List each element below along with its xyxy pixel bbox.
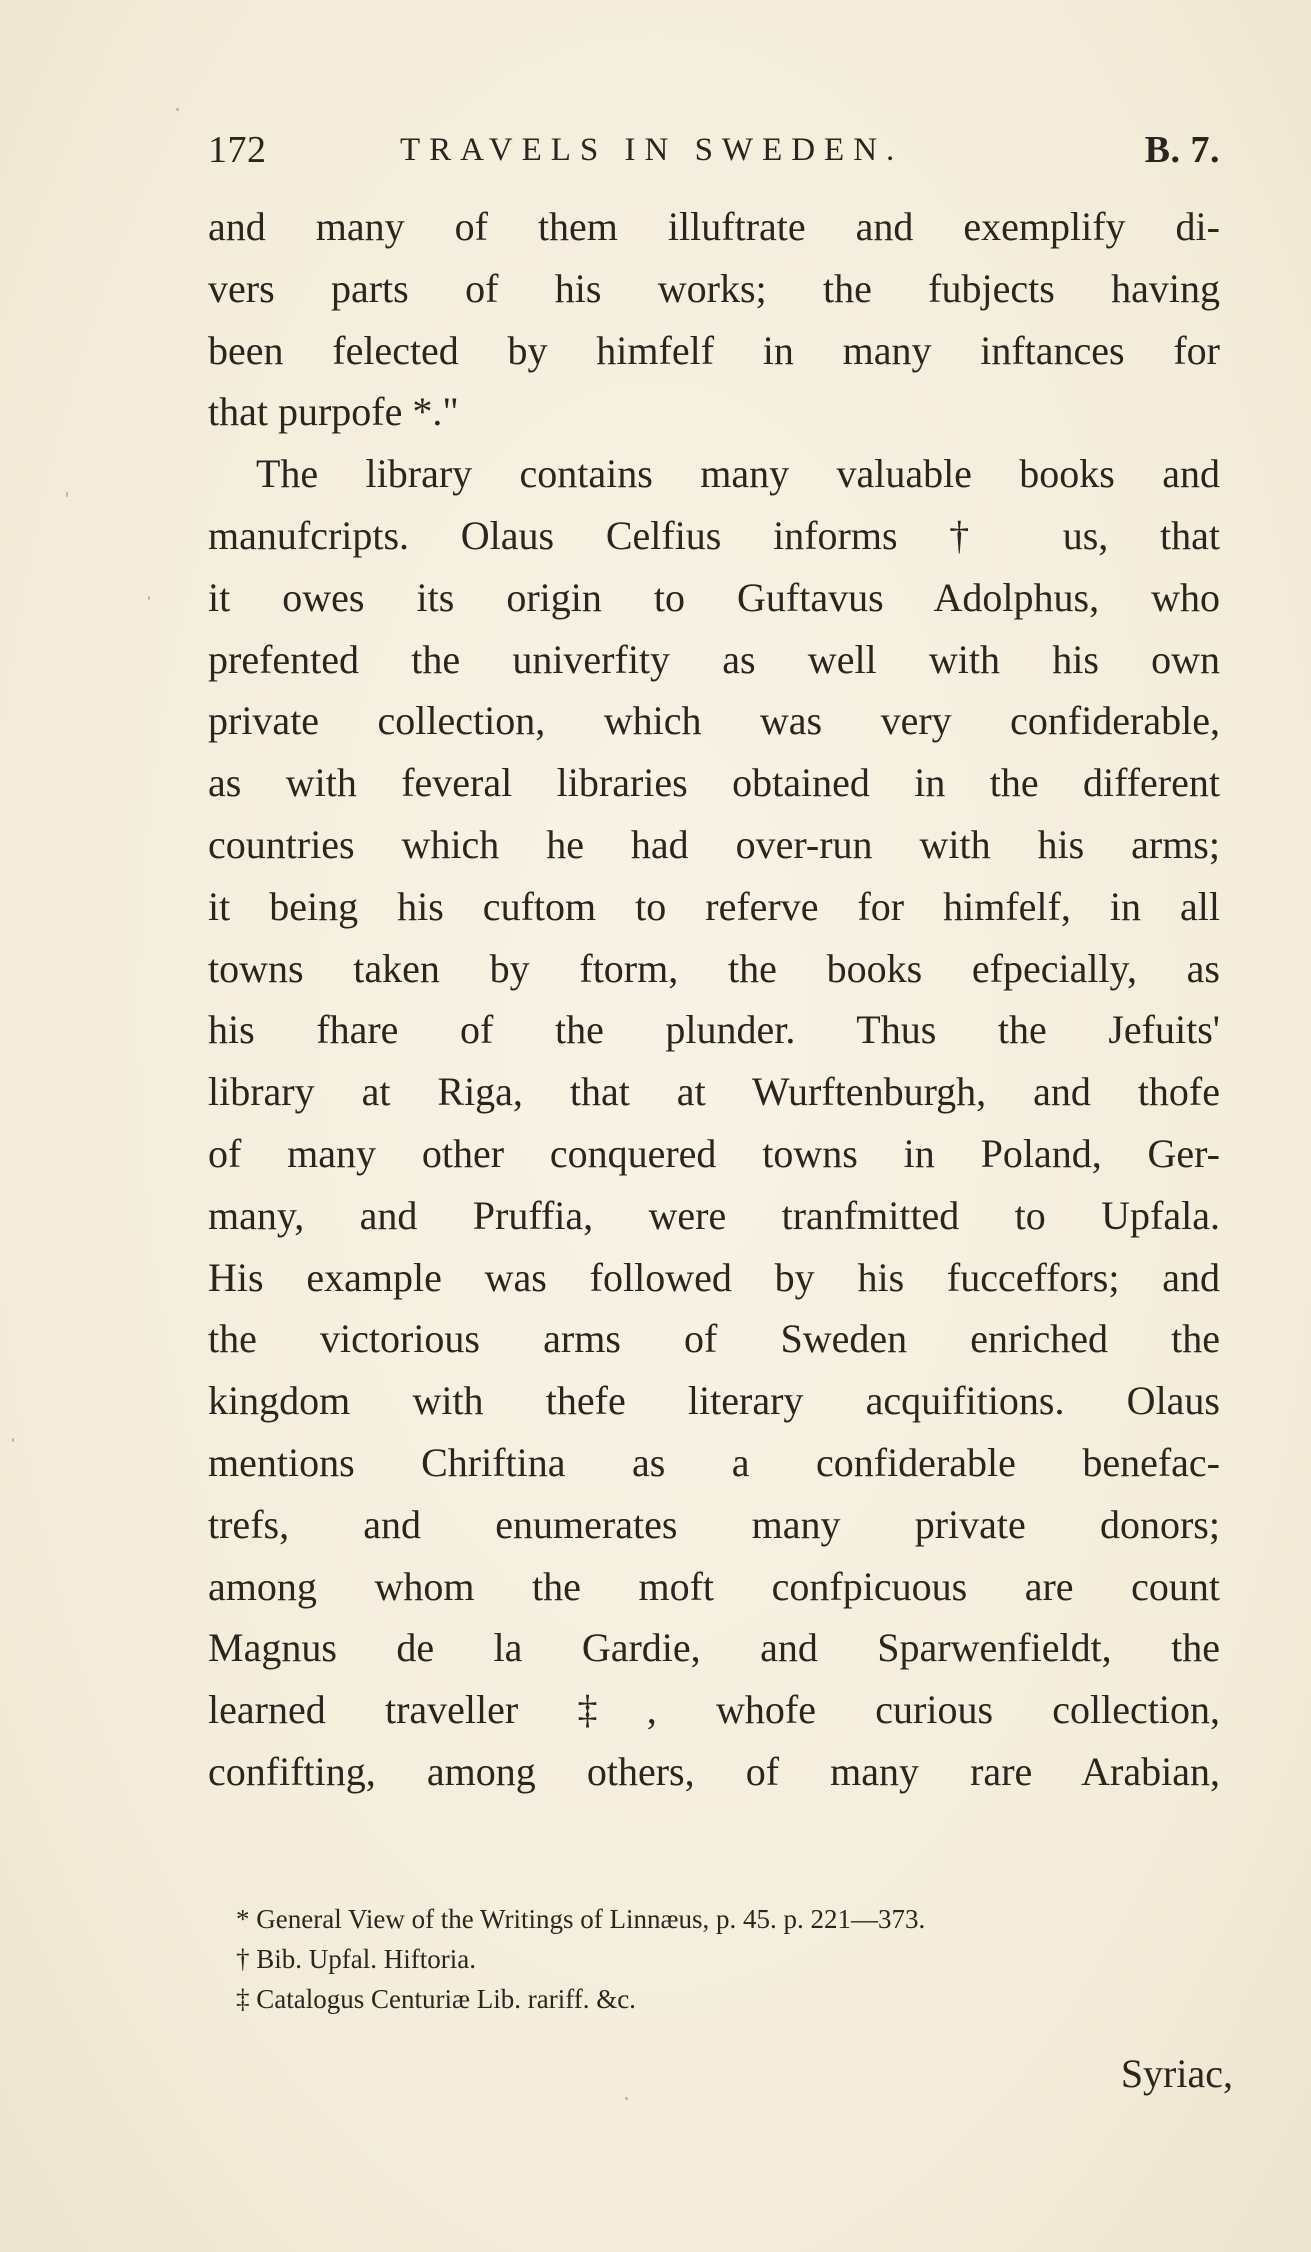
text-line: manufcripts. Olaus Celfius informs † us, that [208,512,1220,558]
text-line: as with feveral libraries obtained in the different [208,760,1220,806]
text-line: his fhare of the plunder. Thus the Jefuits' [208,1007,1220,1053]
text-line: His example was followed by his fucceffors; and [208,1254,1220,1300]
footnote: † Bib. Upfal. Hiftoria. [236,1944,476,1974]
text-line: the victorious arms of Sweden enriched the [208,1316,1220,1362]
text-line: confifting, among others, of many rare Arabian, [208,1748,1220,1794]
paper-speck [176,108,179,111]
text-line: prefented the univerfity as well with his own [208,636,1220,682]
paper-speck [66,492,68,497]
catchword: Syriac, [1120,2051,1233,2096]
text-line: library at Riga, that at Wurftenburgh, and thofe [208,1069,1220,1115]
text-line: learned traveller ‡, whofe curious collection, [208,1687,1220,1733]
text-line: mentions Chriftina as a confiderable benefac- [208,1439,1220,1485]
paper-speck [625,2097,628,2100]
text-line: among whom the moft confpicuous are count [208,1563,1220,1609]
text-line: trefs, and enumerates many private donors; [208,1501,1220,1547]
page-header [208,128,1220,178]
text-line: that purpofe *." [208,389,459,435]
text-line: The library contains many valuable books and [256,451,1220,497]
text-line: it being his cuftom to referve for himfelf, in all [208,883,1220,929]
text-line: vers parts of his works; the fubjects having [208,265,1220,311]
footnote: * General View of the Writings of Linnæus, p. 45. p. 221—373. [236,1904,926,1934]
paper-speck [12,1438,14,1442]
text-line: and many of them illuftrate and exemplify di- [208,204,1220,249]
text-line: been felected by himfelf in many inftances for [208,327,1220,373]
body-text [208,196,1220,1803]
page-number: 172 [208,129,267,171]
text-line: kingdom with thefe literary acquifitions. Olaus [208,1378,1220,1424]
text-line: private collection, which was very confiderable, [208,698,1220,744]
footnotes [236,1899,1220,2019]
text-line: towns taken by ftorm, the books efpecially, as [208,945,1220,991]
book-reference: B. 7. [1144,129,1220,171]
footnote: ‡ Catalogus Centuriæ Lib. rariff. &c. [236,1984,636,2014]
text-line: Magnus de la Gardie, and Sparwenfieldt, the [208,1625,1220,1671]
text-line: countries which he had over-run with his arms; [208,821,1220,867]
paper-speck [148,596,150,600]
running-title: TRAVELS IN SWEDEN. [400,132,904,168]
text-line: of many other conquered towns in Poland, Ger- [208,1130,1220,1176]
text-line: it owes its origin to Guftavus Adolphus, who [208,574,1220,620]
text-line: many, and Pruffia, were tranfmitted to Upfala. [208,1192,1220,1238]
